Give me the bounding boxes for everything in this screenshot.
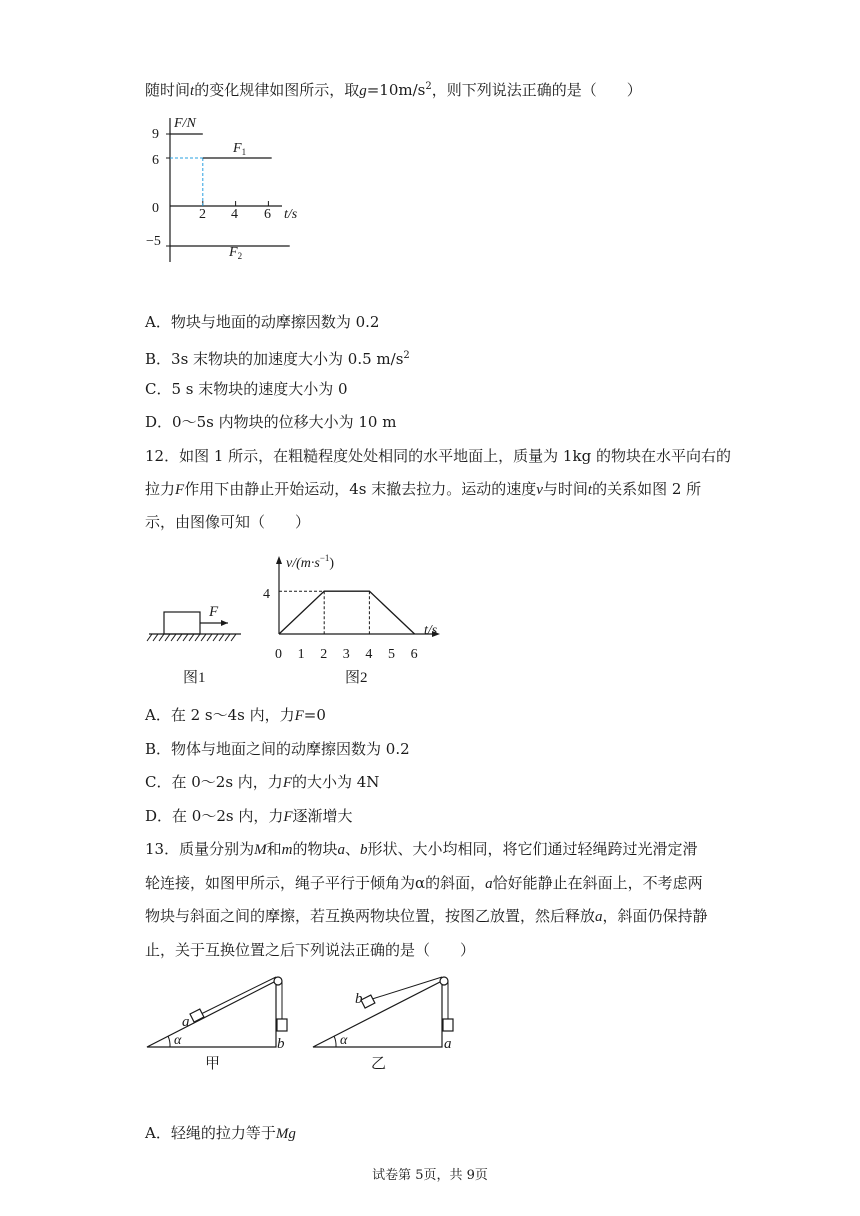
incline xyxy=(313,981,442,1047)
fig2-xtick: 4 xyxy=(365,647,373,662)
q11-option-a: A．物块与地面的动摩擦因数为 0.2 xyxy=(145,313,380,331)
q12-option-c: C．在 0～2s 内，力F的大小为 4N xyxy=(145,773,380,791)
hanging-block-label: a xyxy=(444,1036,452,1052)
rope-slope xyxy=(369,977,442,1000)
graph1-ylabel: F/N xyxy=(174,116,196,131)
pulley xyxy=(274,977,282,985)
graph1-xtick: 4 xyxy=(231,207,238,222)
fig2-ytick: 4 xyxy=(263,587,270,602)
q13-line1: 13．质量分别为M和m的物块a、b形状、大小均相同，将它们通过轻绳跨过光滑定滑 xyxy=(145,840,698,858)
pulley xyxy=(440,977,448,985)
graph1-xtick: 6 xyxy=(264,207,271,222)
fig2-xtick: 6 xyxy=(410,647,418,662)
fig1-caption: 图1 xyxy=(183,670,206,686)
q13-line3: 物块与斜面之间的摩擦，若互换两物块位置，按图乙放置，然后释放a，斜面仍保持静 xyxy=(145,907,708,925)
fig2-xtick: 1 xyxy=(297,647,305,662)
hanging-block xyxy=(277,1019,287,1031)
fig2-caption: 图2 xyxy=(345,670,368,686)
fig2-ylabel: $v/(m\cdot s^{-1})$ xyxy=(286,553,335,571)
slope-block xyxy=(190,1009,204,1022)
fig-jia-caption: 甲 xyxy=(205,1056,221,1072)
graph1-ytick: −5 xyxy=(146,234,161,249)
graph1-xtick: 2 xyxy=(199,207,206,222)
rope-slope xyxy=(197,977,276,1016)
f1-label: $F_1$ xyxy=(233,141,247,157)
hanging-block xyxy=(443,1019,453,1031)
q11-option-b: B．3s 末物块的加速度大小为 0.5 $m/s^2$ xyxy=(145,350,410,368)
slope-block-label: a xyxy=(182,1014,190,1030)
angle-label: α xyxy=(174,1033,182,1048)
q11-intro: 随时间t的变化规律如图所示，取$g=10m/s^2$，则下列说法正确的是（ ） xyxy=(145,81,642,99)
figure-jia xyxy=(147,977,287,1072)
graph1-ytick: 9 xyxy=(152,127,159,142)
q13-option-a: A．轻绳的拉力等于Mg xyxy=(145,1124,296,1142)
angle-arc xyxy=(334,1036,336,1047)
q12-option-b: B．物体与地面之间的动摩擦因数为 0.2 xyxy=(145,740,410,758)
q12-line3: 示，由图像可知（ ） xyxy=(145,513,311,531)
hanging-block-label: b xyxy=(277,1036,285,1052)
fig-yi-caption: 乙 xyxy=(371,1056,387,1072)
angle-arc xyxy=(168,1036,170,1047)
fig2-xtick: 3 xyxy=(342,647,350,662)
force-label: F xyxy=(209,604,219,620)
incline xyxy=(147,981,276,1047)
graph1-ytick: 0 xyxy=(152,201,159,216)
fig2-xtick: 0 xyxy=(275,647,282,662)
graph1-ytick: 6 xyxy=(152,153,159,168)
fig2-xlabel: t/s xyxy=(424,623,438,638)
graph1-xlabel: t/s xyxy=(284,207,298,222)
q12-line1: 12．如图 1 所示，在粗糙程度处处相同的水平地面上，质量为 1kg 的物块在水平向右的 xyxy=(145,447,731,465)
q12-option-d: D．在 0～2s 内，力F逐渐增大 xyxy=(145,807,353,825)
figure-yi xyxy=(313,977,453,1072)
fig2-xtick: 5 xyxy=(388,647,395,662)
q11-option-d: D．0～5s 内物块的位移大小为 10 m xyxy=(145,413,397,431)
fig2-xtick: 2 xyxy=(320,647,328,662)
q13-line4: 止，关于互换位置之后下列说法正确的是（ ） xyxy=(145,941,476,959)
angle-label: α xyxy=(340,1033,348,1048)
page-footer: 试卷第 5页，共 9页 xyxy=(372,1168,488,1183)
q13-line2: 轮连接，如图甲所示，绳子平行于倾角为α的斜面，a恰好能静止在斜面上，不考虑两 xyxy=(145,874,703,892)
q12-option-a: A．在 2 s～4s 内，力F=0 xyxy=(145,706,326,724)
slope-block xyxy=(361,995,375,1008)
slope-block-label: b xyxy=(355,991,363,1007)
q11-option-c: C．5 s 末物块的速度大小为 0 xyxy=(145,380,348,398)
q12-line2: 拉力F作用下由静止开始运动，4s 末撤去拉力。运动的速度v与时间t的关系如图 2 所 xyxy=(145,480,702,498)
f2-label: $F_2$ xyxy=(229,245,243,261)
